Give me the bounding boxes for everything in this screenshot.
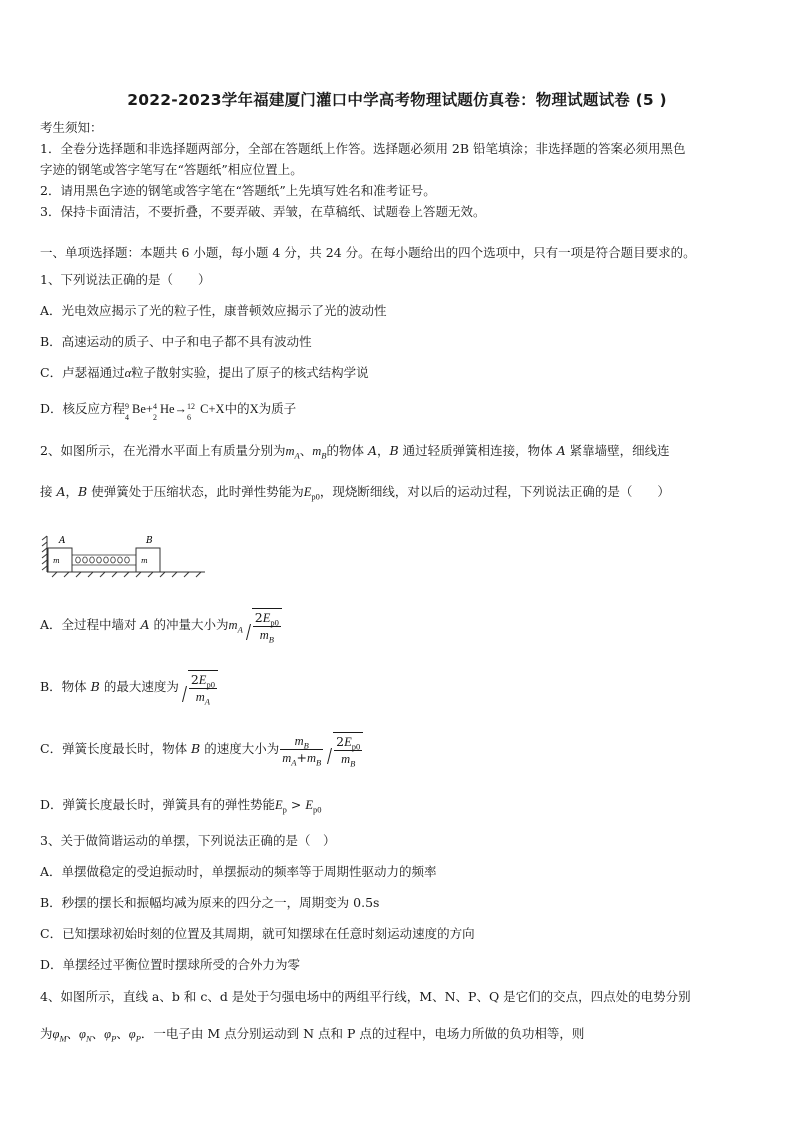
notice-line-3: 3．保持卡面清洁，不要折叠，不要弄破、弄皱，在草稿纸、试题卷上答题无效。: [40, 204, 486, 219]
q2-option-b: B．物体 B 的最大速度为 $\frac{2E_{p0}}{m_A}$: [40, 670, 218, 705]
spring-figure: [40, 528, 210, 580]
q2-option-a: A．全过程中墙对 A 的冲量大小为$m_A$ $\frac{2E_{p0}}{m_B}$: [40, 608, 282, 643]
q1-option-b: B．高速运动的质子、中子和电子都不具有波动性: [40, 334, 312, 349]
q2-option-d: D．弹簧长度最长时，弹簧具有的弹性势能$E_p > E_{p0}$: [40, 797, 322, 815]
block-b: [136, 548, 160, 572]
label-ma: m: [53, 557, 60, 565]
block-a: [48, 548, 72, 572]
q2-stem-line-2: 接 A，B 使弹簧处于压缩状态，此时弹性势能为$E_{p0}$，现烧断细线，对以后的运动过程，下列说法正确的是（ ）: [40, 484, 670, 502]
page-title: 2022-2023学年福建厦门灌口中学高考物理试题仿真卷：物理试题试卷 (5 ): [127, 91, 667, 109]
q3-option-b: B．秒摆的摆长和振幅均减为原来的四分之一，周期变为 0.5s: [40, 895, 380, 910]
notice-line-1: 1．全卷分选择题和非选择题两部分，全部在答题纸上作答。选择题必须用 2B 铅笔填涂；非选择题的答案必须用黑色: [40, 141, 686, 156]
q2-option-c: C．弹簧长度最长时，物体 B 的速度大小为 $\frac{m_B}{m_A+m_B}$ $\frac{2E_{p0}}{m_B}$: [40, 732, 363, 767]
q3-stem: 3、关于做简谐运动的单摆，下列说法正确的是（ ）: [40, 833, 336, 848]
q1-stem: 1、下列说法正确的是（ ）: [40, 272, 211, 287]
spring: [72, 555, 136, 565]
q4-stem-line-1: 4、如图所示，直线 a、b 和 c、d 是处于匀强电场中的两组平行线，M、N、P、Q 是它们的交点，四点处的电势分别: [40, 989, 691, 1004]
q3-option-c: C．已知摆球初始时刻的位置及其周期，就可知摆球在任意时刻运动速度的方向: [40, 926, 475, 941]
q3-option-a: A．单摆做稳定的受迫振动时，单摆振动的频率等于周期性驱动力的频率: [40, 864, 437, 879]
notice-line-1b: 字迹的钢笔或答字笔写在“答题纸”相应位置上。: [40, 162, 303, 177]
q1-option-a: A．光电效应揭示了光的粒子性，康普顿效应揭示了光的波动性: [40, 303, 387, 318]
q2-stem-line-1: 2、如图所示，在光滑水平面上有质量分别为$m_A$、$m_B$的物体 A，B 通过轻质弹簧相连接，物体 A 紧靠墙壁，细线连: [40, 443, 670, 461]
notice-heading: 考生须知：: [40, 120, 103, 135]
q1-option-d: D．核反应方程 9 4 Be+ 4 2 He→ 12 6 C+X中的X为质子: [40, 401, 297, 423]
wall: [42, 536, 47, 572]
notice-line-2: 2．请用黑色字迹的钢笔或答字笔在“答题纸”上先填写姓名和准考证号。: [40, 183, 436, 198]
floor: [47, 572, 205, 577]
section-heading: 一、单项选择题：本题共 6 小题，每小题 4 分，共 24 分。在每小题给出的四个选项中，只有一项是符合题目要求的。: [40, 245, 696, 260]
label-mb: m: [141, 557, 148, 565]
q4-stem-line-2: 为$\varphi_M$、$\varphi_N$、$\varphi_P$、$\varphi_P$．一电子由 M 点分别运动到 N 点和 P 点的过程中，电场力所做的负功相等，则: [40, 1026, 585, 1044]
label-a: A: [59, 536, 66, 546]
q3-option-d: D．单摆经过平衡位置时摆球所受的合外力为零: [40, 957, 301, 972]
label-b: B: [146, 536, 153, 546]
q1-option-c: C．卢瑟福通过α粒子散射实验，提出了原子的核式结构学说: [40, 365, 369, 380]
